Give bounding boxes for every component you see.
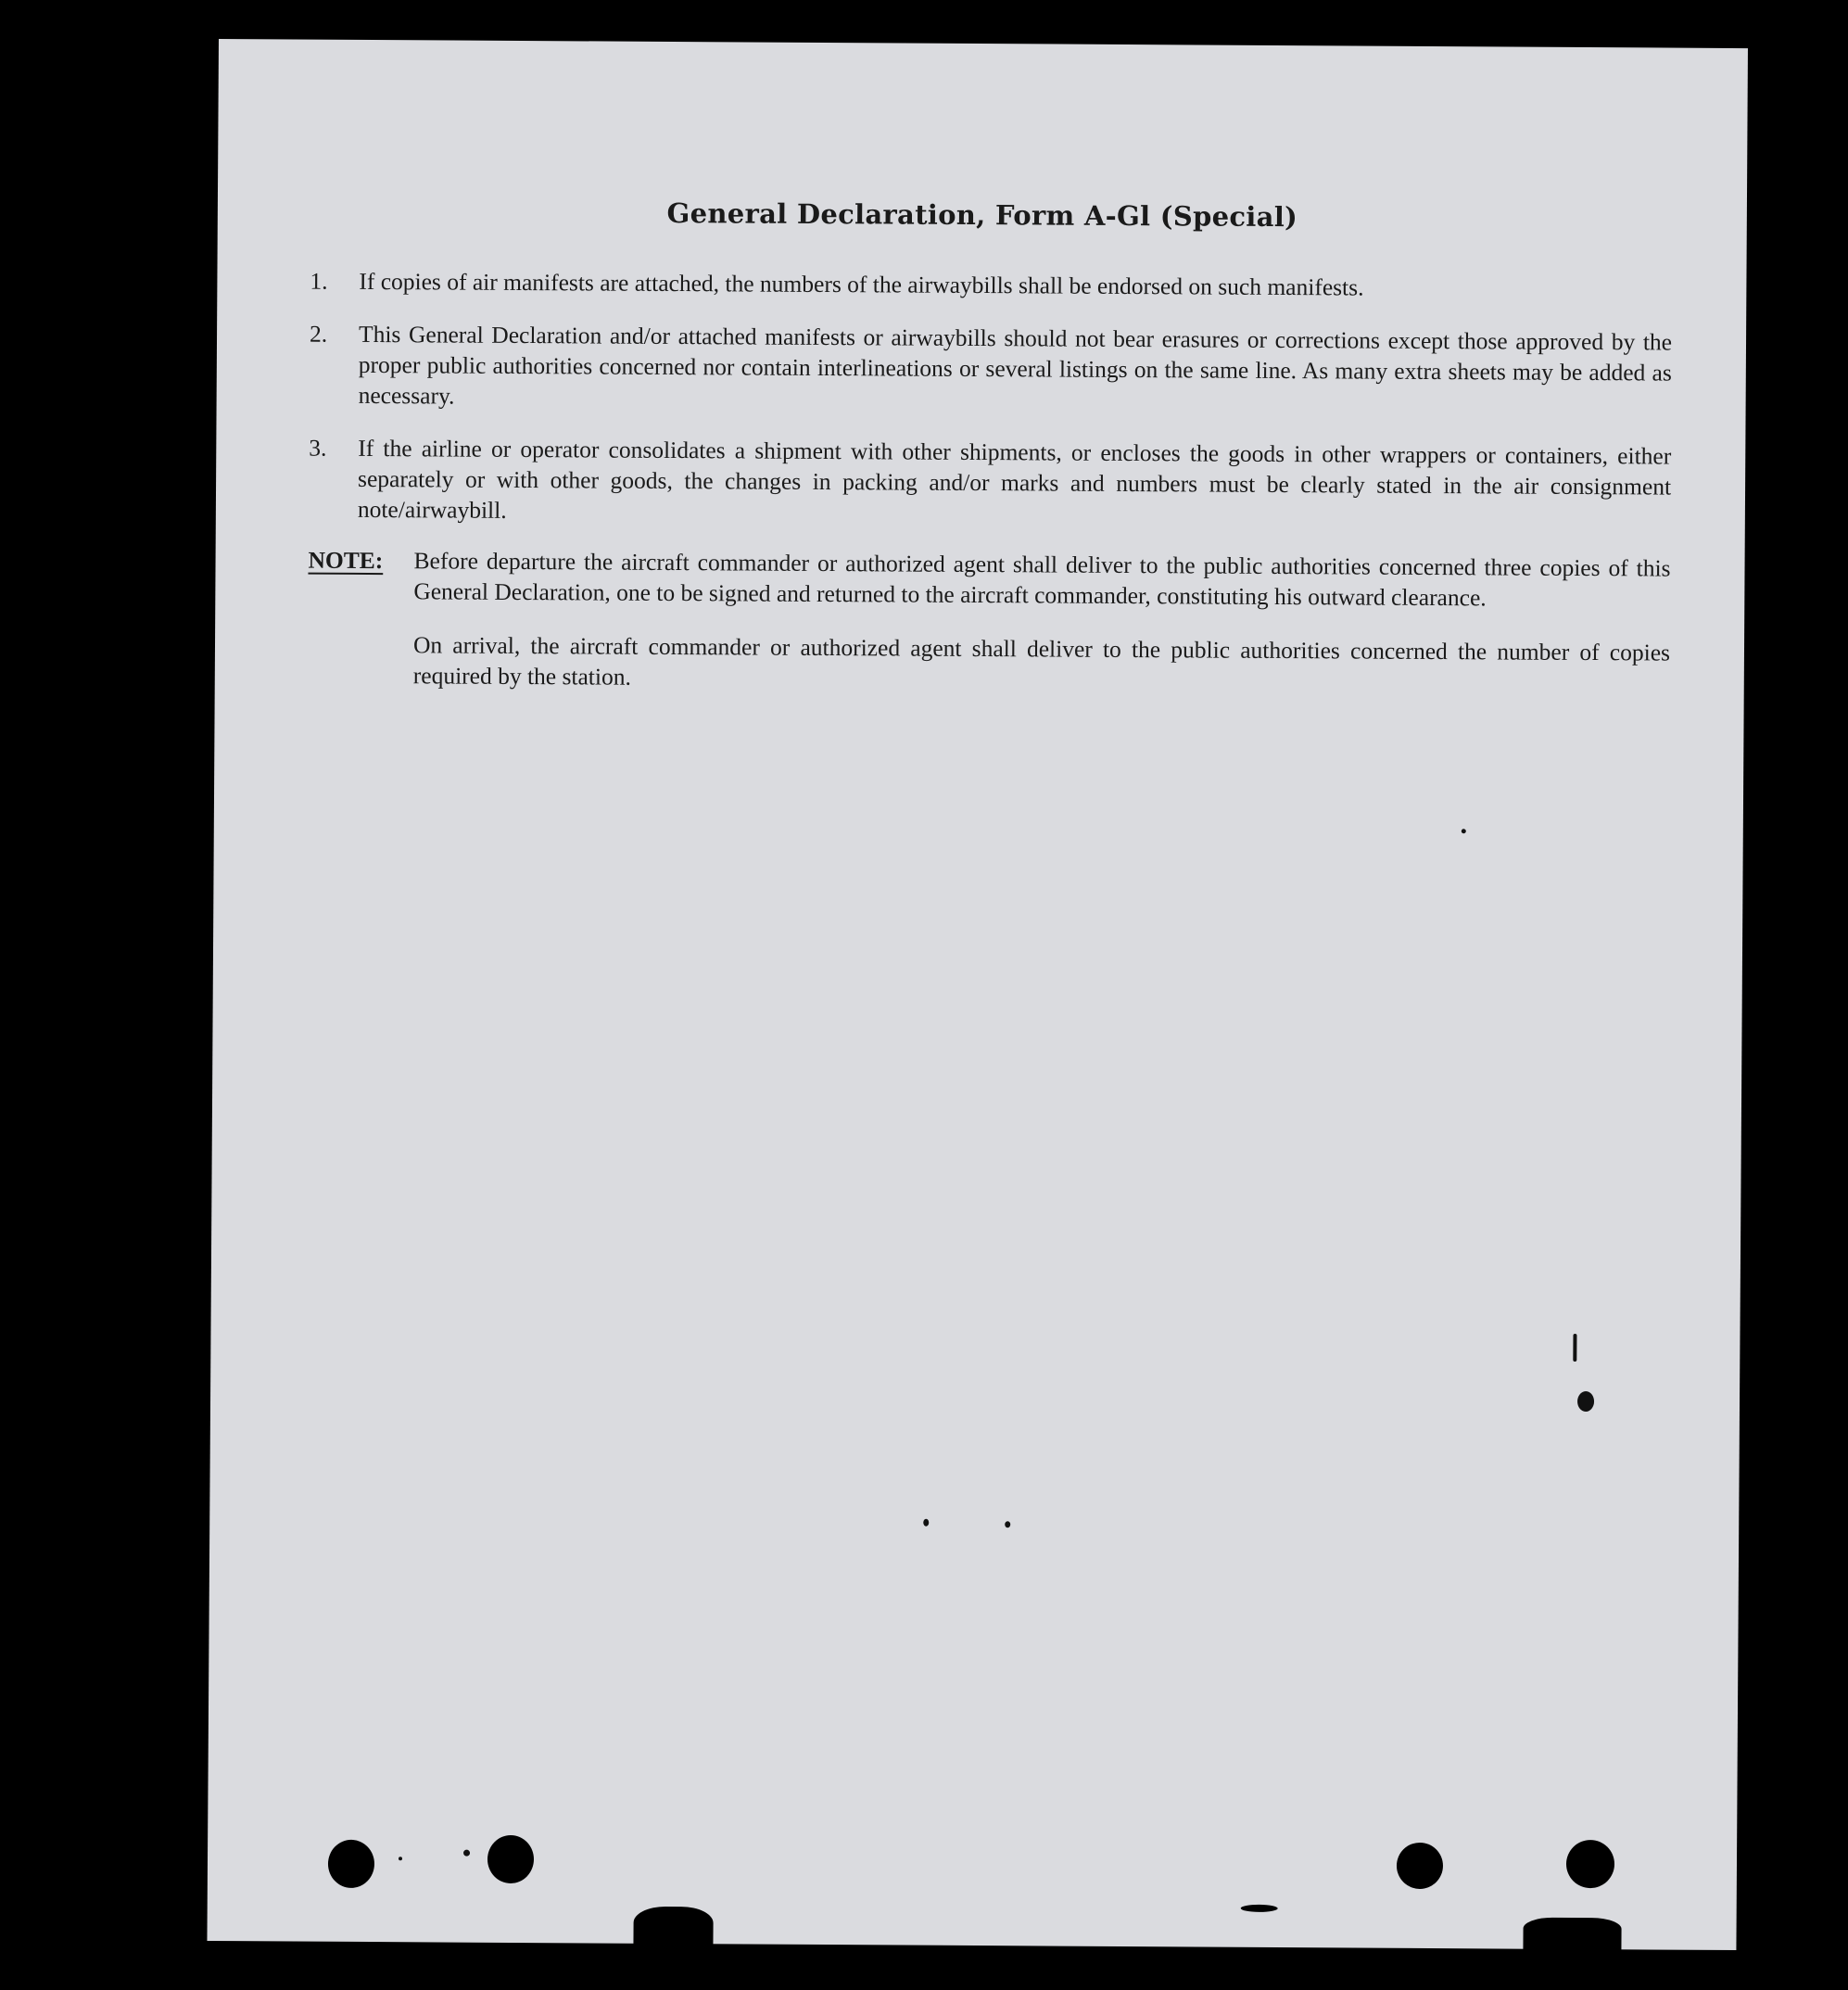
- item-text: If copies of air manifests are attached, the numbers of the airwaybills shall be endorsed on such manifests.: [359, 267, 1364, 301]
- punch-hole: [487, 1835, 534, 1883]
- document-title: General Declaration, Form A-Gl (Special): [666, 196, 1298, 234]
- item-number: 2.: [309, 320, 328, 348]
- ink-speck: [1005, 1521, 1010, 1527]
- note-paragraph: On arrival, the aircraft commander or authorized agent shall deliver to the public authorities concerned the number of copies required by the station.: [412, 631, 1671, 691]
- note-paragraph: Before departure the aircraft commander or authorized agent shall deliver to the public authorities concerned three copies of this General Declaration, one to be signed and returned to the aircraft commander, constituting his outward clearance.: [413, 547, 1671, 612]
- punch-hole: [1397, 1843, 1443, 1889]
- ink-speck: [923, 1519, 929, 1527]
- ink-speck: [1573, 1334, 1576, 1362]
- edge-tear: [1241, 1905, 1278, 1912]
- document-page: [207, 39, 1748, 1950]
- ink-speck: [399, 1857, 402, 1860]
- note-body: [413, 545, 1671, 721]
- document-content: [207, 39, 1748, 1950]
- ink-speck: [1577, 1391, 1594, 1412]
- edge-tear: [1523, 1918, 1621, 1956]
- instruction-list: [308, 266, 1673, 722]
- item-number: 3.: [309, 434, 327, 462]
- item-text: If the airline or operator consolidates a shipment with other shipments, or encloses the goods in other wrappers or containers, either separately or with other goods, the changes in packing and/or marks and numbers must be clearly stated in the air consignment note/airwaybill.: [357, 434, 1672, 524]
- note-label: NOTE:: [308, 546, 384, 575]
- note-section: [308, 545, 1671, 722]
- punch-hole: [328, 1840, 374, 1888]
- ink-speck: [1462, 829, 1466, 833]
- instruction-item: [309, 433, 1672, 533]
- instruction-item: [310, 266, 1672, 305]
- punch-hole: [1566, 1840, 1614, 1888]
- ink-speck: [463, 1850, 470, 1857]
- edge-tear: [633, 1907, 713, 1948]
- item-number: 1.: [310, 267, 328, 295]
- item-text: This General Declaration and/or attached manifests or airwaybills should not bear erasures or corrections except those approved by the proper public authorities concerned nor contain interlineations or several listings on the same line. As many extra sheets may be added as necessary.: [358, 320, 1673, 410]
- instruction-item: [310, 319, 1673, 419]
